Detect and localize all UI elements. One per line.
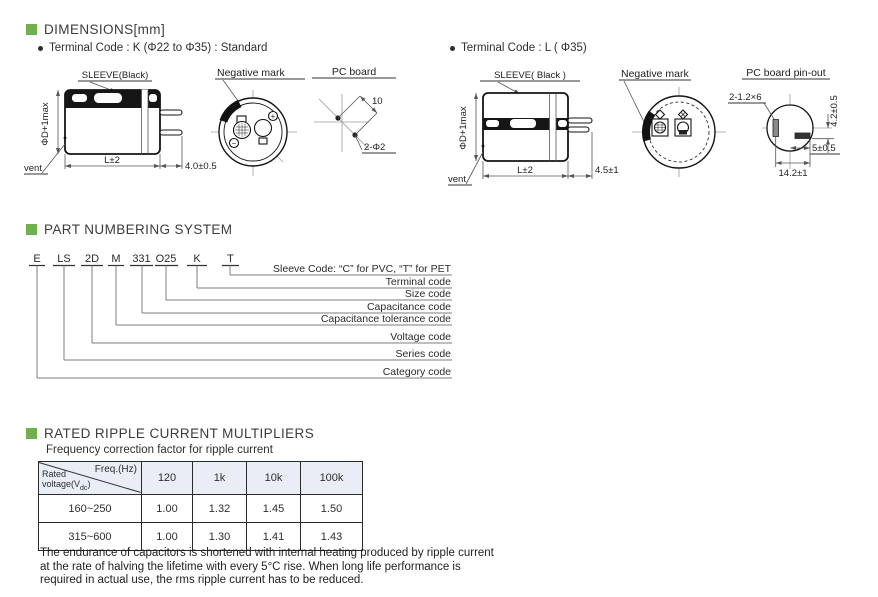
bullet-dot-icon — [450, 46, 455, 51]
k-sleeve-label: SLEEVE(Black) — [81, 70, 149, 81]
l-negative-mark-title: Negative mark — [621, 68, 689, 80]
offset-label: 5±0.5 — [812, 143, 836, 154]
green-square-icon — [26, 224, 37, 235]
rated-line2-post: ) — [87, 478, 91, 489]
multiplier-cell: 1.50 — [301, 495, 363, 523]
label-terminal-code: Terminal code — [385, 276, 451, 288]
multiplier-cell: 1.00 — [142, 495, 193, 523]
terminal-code-k-bullet — [38, 42, 267, 54]
corner-freq-label: Freq.(Hz) — [94, 464, 137, 475]
k-negative-mark-drawing — [203, 66, 315, 184]
terminal-slot — [773, 120, 779, 137]
minus-mark: − — [231, 138, 237, 148]
code-terminal: K — [193, 253, 201, 265]
k-side-view-drawing — [22, 66, 222, 182]
l-lead-length-label: 4.5±1 — [595, 165, 619, 176]
l-diameter-label: ΦD+1max — [458, 106, 469, 150]
freq-header-10k: 10k — [247, 462, 301, 495]
section-header-part-numbering — [26, 222, 232, 237]
k-length-label: L±2 — [104, 155, 120, 166]
multiplier-cell: 1.32 — [193, 495, 247, 523]
table-header-row — [39, 462, 363, 495]
label-voltage-code: Voltage code — [390, 331, 451, 343]
slot-size-label: 2-1.2×6 — [729, 92, 762, 103]
k-pc-board-drawing — [306, 64, 431, 164]
span-label: 14.2±1 — [778, 168, 808, 179]
hole-pitch-label: 10 — [372, 96, 383, 107]
freq-header-100k: 100k — [301, 462, 363, 495]
green-square-icon — [26, 24, 37, 35]
label-category-code: Category code — [382, 366, 451, 378]
plus-mark: + — [270, 111, 276, 121]
multiplier-cell: 1.45 — [247, 495, 301, 523]
l-vent-label: vent — [448, 174, 466, 185]
rated-line2-pre: voltage(V — [42, 478, 81, 489]
k-pc-board-title: PC board — [331, 66, 377, 78]
label-size-code: Size code — [404, 288, 451, 300]
vertical-offset-label: 4.2±0.5 — [829, 95, 840, 127]
terminal-pin — [568, 127, 589, 132]
k-diameter-label: ΦD+1max — [40, 102, 51, 146]
l-length-label: L±2 — [517, 165, 533, 176]
l-negative-mark-drawing — [618, 66, 736, 184]
dimensions-title: DIMENSIONS[mm] — [44, 22, 166, 37]
ripple-multiplier-table — [38, 461, 363, 551]
positive-terminal — [255, 120, 272, 137]
terminal-pin — [160, 130, 182, 135]
terminal-code-k-text: Terminal Code : K (Φ22 to Φ35) : Standard — [49, 42, 268, 54]
k-lead-length-label: 4.0±0.5 — [185, 161, 217, 172]
code-capacitance: 331 — [132, 253, 151, 265]
part-numbering-diagram — [18, 252, 478, 387]
code-sleeve: T — [227, 253, 234, 265]
terminal-code-l-text: Terminal Code : L ( Φ35) — [461, 42, 587, 54]
freq-header-120: 120 — [142, 462, 193, 495]
multiplier-cell: 1.30 — [193, 523, 247, 551]
label-series-code: Series code — [395, 348, 451, 360]
terminal-pin — [568, 118, 592, 123]
voltage-range-cell: 315~600 — [39, 523, 142, 551]
endurance-note: The endurance of capacitors is shortened with internal heating produced by ripple current at the rate of halving the lifetime with every 5°C rise. When long life performance is required in actual use, the rms ripple current has to be reduced. — [40, 547, 494, 587]
code-category: E — [33, 253, 41, 265]
label-capacitance-code: Capacitance code — [366, 301, 451, 313]
l-pc-board-pinout-drawing — [728, 64, 876, 182]
code-size: O25 — [155, 253, 177, 265]
code-voltage: 2D — [84, 253, 100, 265]
part-numbering-title: PART NUMBERING SYSTEM — [44, 222, 233, 237]
ripple-subtitle: Frequency correction factor for ripple current — [46, 444, 273, 456]
terminal-pin — [160, 110, 182, 115]
voltage-range-cell: 160~250 — [39, 495, 142, 523]
rated-line1: Rated — [42, 469, 67, 480]
multiplier-cell: 1.41 — [247, 523, 301, 551]
hole-diameter-label: 2-Φ2 — [364, 142, 386, 153]
ripple-title: RATED RIPPLE CURRENT MULTIPLIERS — [44, 426, 315, 441]
k-vent-label: vent — [24, 163, 42, 174]
table-corner-cell — [39, 462, 142, 495]
section-header-dimensions — [26, 22, 165, 37]
green-square-icon — [26, 428, 37, 439]
l-pc-board-title: PC board pin-out — [746, 67, 826, 79]
multiplier-cell: 1.43 — [301, 523, 363, 551]
terminal-slot — [795, 133, 810, 139]
label-sleeve-code: Sleeve Code: “C” for PVC, “T” for PET — [273, 263, 451, 275]
rated-subscript: dc — [80, 484, 88, 492]
corner-rated-label — [42, 470, 90, 493]
section-header-ripple — [26, 426, 314, 441]
freq-header-1k: 1k — [193, 462, 247, 495]
label-tolerance-code: Capacitance tolerance code — [320, 313, 451, 325]
table-row — [39, 495, 363, 523]
bullet-dot-icon — [38, 46, 43, 51]
k-negative-mark-title: Negative mark — [217, 67, 285, 79]
l-sleeve-label: SLEEVE( Black ) — [494, 70, 566, 81]
code-series: LS — [57, 253, 71, 265]
terminal-code-l-bullet — [450, 42, 587, 54]
code-tolerance: M — [111, 253, 121, 265]
multiplier-cell: 1.00 — [142, 523, 193, 551]
